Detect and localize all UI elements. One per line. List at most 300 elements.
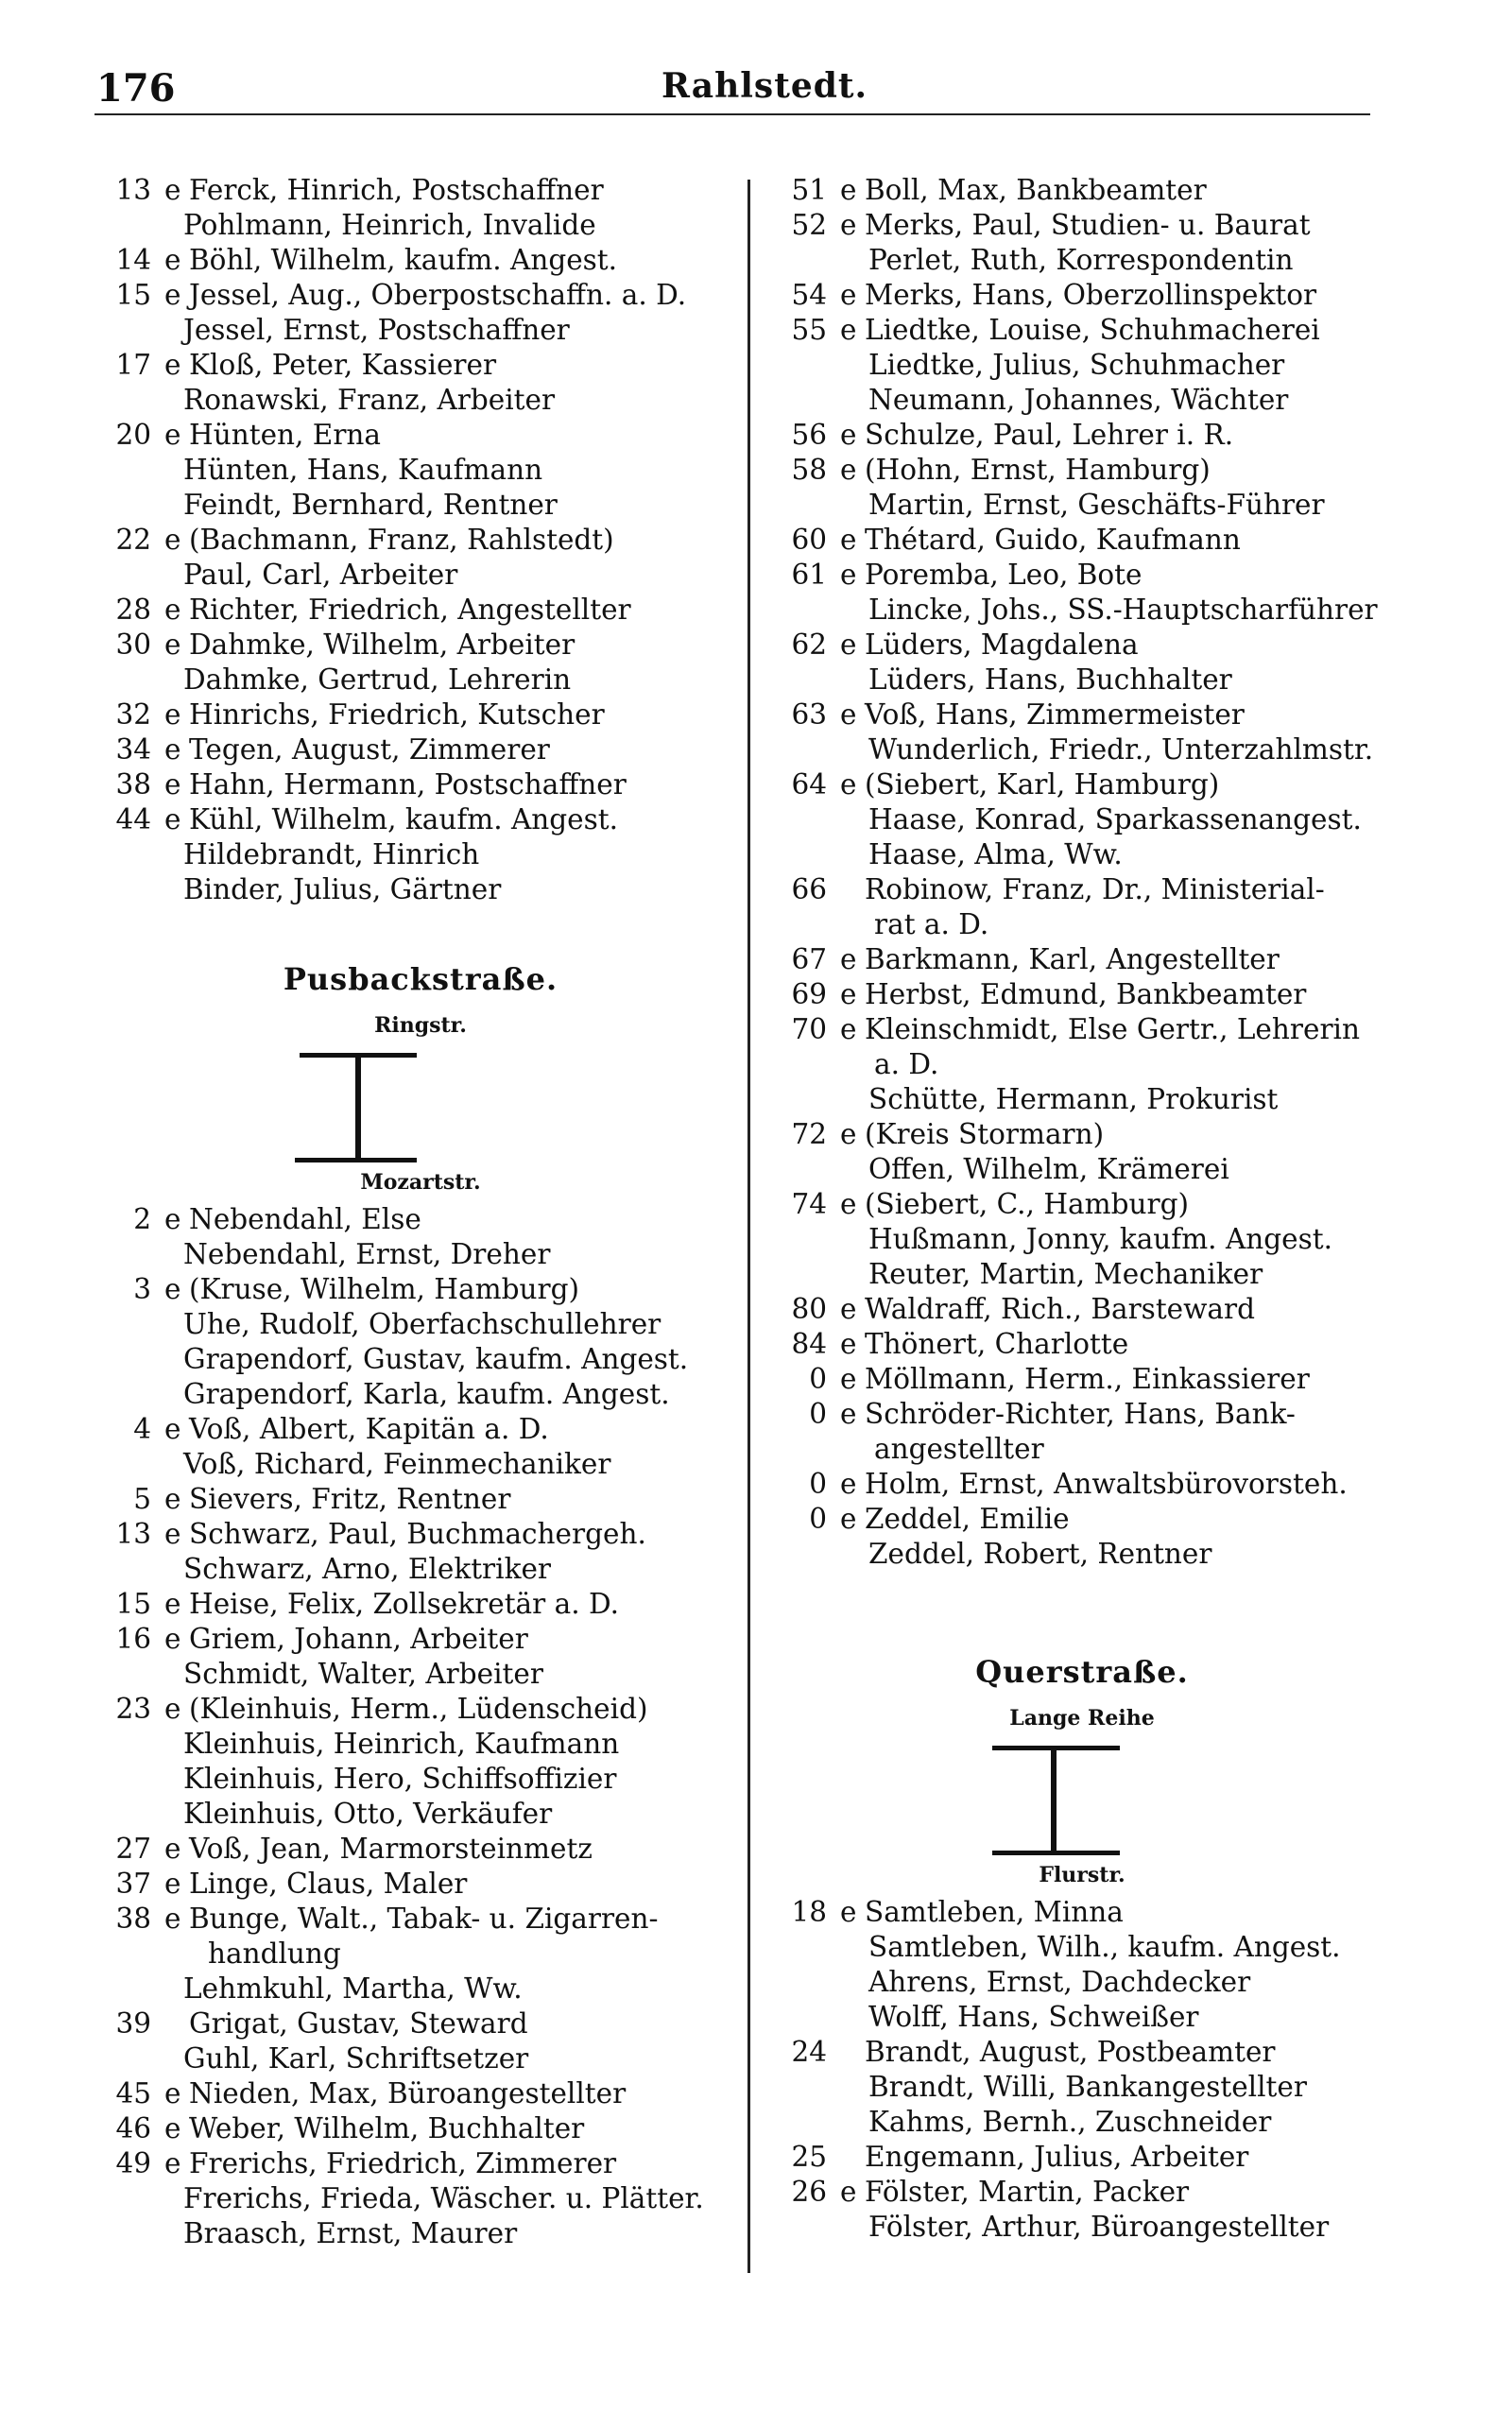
diagram-bottom-bar: [295, 1158, 417, 1162]
owner-mark: e: [164, 419, 181, 451]
resident-entry: Voß, Albert, Kapitän a. D.: [189, 1413, 549, 1445]
owner-mark: e: [840, 768, 857, 801]
directory-entry: [761, 1152, 1403, 1187]
house-number: 17: [115, 349, 151, 381]
house-number: 0: [809, 1503, 827, 1535]
entry-list: [94, 1202, 747, 2251]
resident-entry: Voß, Hans, Zimmermeister: [865, 698, 1245, 731]
street-heading: Querstraße.: [975, 1654, 1189, 1690]
directory-entry: [94, 1832, 747, 1867]
house-number: 37: [115, 1868, 151, 1900]
directory-entry: [761, 2140, 1403, 2175]
resident-entry: Ronawski, Franz, Arbeiter: [183, 384, 556, 416]
directory-entry: [94, 2076, 747, 2111]
resident-entry: Hußmann, Jonny, kaufm. Angest.: [868, 1223, 1332, 1255]
owner-mark: e: [840, 1896, 857, 1928]
resident-entry: Uhe, Rudolf, Oberfachschullehrer: [183, 1308, 662, 1340]
house-number: 4: [133, 1413, 151, 1445]
directory-entry: [761, 942, 1403, 977]
directory-entry: [761, 1257, 1403, 1292]
directory-entry: [94, 1552, 747, 1587]
directory-entry: [761, 1362, 1403, 1397]
directory-entry: [94, 837, 747, 872]
resident-entry: Möllmann, Herm., Einkassierer: [865, 1363, 1310, 1395]
house-number: 24: [791, 2036, 827, 2068]
directory-entry: [94, 872, 747, 907]
resident-entry: Thétard, Guido, Kaufmann: [865, 524, 1241, 556]
house-number: 70: [791, 1013, 827, 1045]
directory-entry: [761, 1467, 1403, 1502]
owner-mark: e: [164, 524, 181, 556]
diagram-top-label: Lange Reihe: [1009, 1706, 1155, 1731]
directory-entry: [761, 2210, 1403, 2245]
diagram-bottom-bar: [992, 1851, 1120, 1855]
house-number: 60: [791, 524, 827, 556]
house-number: 27: [115, 1833, 151, 1865]
resident-entry: Hinrichs, Friedrich, Kutscher: [189, 698, 605, 731]
owner-mark: e: [164, 1273, 181, 1305]
resident-entry: Reuter, Martin, Mechaniker: [868, 1258, 1263, 1290]
resident-entry: Böhl, Wilhelm, kaufm. Angest.: [189, 244, 618, 276]
owner-mark: e: [840, 1118, 857, 1150]
owner-mark: e: [164, 244, 181, 276]
resident-entry: Zeddel, Robert, Rentner: [868, 1538, 1212, 1570]
resident-entry: handlung: [208, 1937, 341, 1970]
resident-entry: (Kreis Stormarn): [865, 1118, 1105, 1150]
owner-mark: e: [840, 2176, 857, 2208]
house-number: 26: [791, 2176, 827, 2208]
house-number: 69: [791, 978, 827, 1010]
directory-entry: [94, 802, 747, 837]
directory-entry: [94, 523, 747, 558]
resident-entry: Hünten, Erna: [189, 419, 382, 451]
directory-entry: [94, 208, 747, 243]
owner-mark: e: [164, 1868, 181, 1900]
house-number: 13: [115, 174, 151, 206]
directory-entry: [94, 1412, 747, 1447]
house-number: 38: [115, 768, 151, 801]
house-number: 66: [791, 873, 827, 905]
street-diagram: [94, 1013, 747, 1202]
resident-entry: Liedtke, Julius, Schuhmacher: [868, 349, 1285, 381]
directory-entry: [94, 593, 747, 628]
house-number: 16: [115, 1623, 151, 1655]
directory-entry: [761, 488, 1403, 523]
resident-entry: (Bachmann, Franz, Rahlstedt): [189, 524, 614, 556]
resident-entry: Voß, Jean, Marmorsteinmetz: [189, 1833, 593, 1865]
owner-mark: e: [164, 2112, 181, 2144]
resident-entry: (Hohn, Ernst, Hamburg): [865, 454, 1211, 486]
diagram-top-label: Ringstr.: [374, 1013, 467, 1038]
directory-entry: [94, 628, 747, 663]
resident-entry: Voß, Richard, Feinmechaniker: [183, 1448, 611, 1480]
directory-entry: [761, 523, 1403, 558]
resident-entry: (Kleinhuis, Herm., Lüdenscheid): [189, 1693, 648, 1725]
house-number: 23: [115, 1693, 151, 1725]
diagram-bottom-label: Flurstr.: [1039, 1863, 1125, 1887]
owner-mark: e: [164, 1903, 181, 1935]
resident-entry: Grapendorf, Karla, kaufm. Angest.: [183, 1378, 670, 1410]
house-number: 25: [791, 2141, 827, 2173]
directory-entry: [761, 1047, 1403, 1082]
resident-entry: Wolff, Hans, Schweißer: [868, 2001, 1199, 2033]
directory-entry: [761, 697, 1403, 732]
directory-entry: [94, 1902, 747, 1937]
house-number: 67: [791, 943, 827, 975]
resident-entry: Schröder-Richter, Hans, Bank-: [865, 1398, 1296, 1430]
directory-entry: [761, 1082, 1403, 1117]
directory-entry: [761, 802, 1403, 837]
resident-entry: Kleinhuis, Hero, Schiffsoffizier: [183, 1763, 617, 1795]
directory-entry: [761, 2070, 1403, 2105]
resident-entry: Guhl, Karl, Schriftsetzer: [183, 2042, 529, 2075]
house-number: 13: [115, 1518, 151, 1550]
house-number: 84: [791, 1328, 827, 1360]
directory-entry: [94, 1237, 747, 1272]
owner-mark: e: [164, 1203, 181, 1235]
resident-entry: Dahmke, Gertrud, Lehrerin: [183, 663, 572, 696]
resident-entry: Kleinhuis, Heinrich, Kaufmann: [183, 1728, 620, 1760]
resident-entry: Grapendorf, Gustav, kaufm. Angest.: [183, 1343, 689, 1375]
owner-mark: e: [164, 1588, 181, 1620]
owner-mark: e: [164, 629, 181, 661]
resident-entry: Richter, Friedrich, Angestellter: [189, 594, 631, 626]
resident-entry: Tegen, August, Zimmerer: [189, 733, 550, 766]
diagram-stem: [355, 1056, 361, 1160]
house-number: 58: [791, 454, 827, 486]
resident-entry: Robinow, Franz, Dr., Ministerial-: [865, 873, 1325, 905]
owner-mark: e: [840, 698, 857, 731]
owner-mark: e: [164, 1518, 181, 1550]
directory-entry: [761, 2175, 1403, 2210]
owner-mark: e: [840, 1188, 857, 1220]
owner-mark: e: [840, 524, 857, 556]
directory-entry: [94, 173, 747, 208]
resident-entry: Schwarz, Arno, Elektriker: [183, 1553, 552, 1585]
owner-mark: e: [840, 1013, 857, 1045]
directory-entry: [94, 2111, 747, 2146]
directory-entry: [94, 1377, 747, 1412]
resident-entry: Kühl, Wilhelm, kaufm. Angest.: [189, 803, 618, 835]
directory-entry: [761, 1012, 1403, 1047]
diagram-stem: [1051, 1748, 1057, 1852]
owner-mark: e: [164, 174, 181, 206]
house-number: 55: [791, 314, 827, 346]
directory-entry: [761, 837, 1403, 872]
resident-entry: Lehmkuhl, Martha, Ww.: [183, 1972, 523, 2005]
directory-entry: [94, 1307, 747, 1342]
directory-entry: [94, 2146, 747, 2181]
owner-mark: e: [840, 1293, 857, 1325]
resident-entry: Lüders, Magdalena: [865, 629, 1139, 661]
directory-entry: [761, 872, 1403, 907]
house-number: 0: [809, 1468, 827, 1500]
resident-entry: Samtleben, Wilh., kaufm. Angest.: [868, 1931, 1341, 1963]
owner-mark: e: [164, 1833, 181, 1865]
directory-entry: [761, 313, 1403, 348]
owner-mark: e: [840, 174, 857, 206]
resident-entry: Bunge, Walt., Tabak- u. Zigarren-: [189, 1903, 659, 1935]
directory-entry: [94, 1202, 747, 1237]
owner-mark: e: [840, 419, 857, 451]
running-head: Rahlstedt.: [662, 66, 868, 106]
house-number: 18: [791, 1896, 827, 1928]
resident-entry: Nebendahl, Ernst, Dreher: [183, 1238, 551, 1270]
directory-entry: [761, 558, 1403, 593]
resident-entry: Brandt, Willi, Bankangestellter: [868, 2071, 1307, 2103]
resident-entry: Perlet, Ruth, Korrespondentin: [868, 244, 1294, 276]
directory-entry: [761, 2035, 1403, 2070]
house-number: 15: [115, 279, 151, 311]
directory-entry: [94, 2216, 747, 2251]
directory-entry: [94, 1727, 747, 1762]
owner-mark: e: [164, 1623, 181, 1655]
directory-entry: [94, 278, 747, 313]
house-number: 32: [115, 698, 151, 731]
directory-entry: [94, 1517, 747, 1552]
directory-entry: [94, 767, 747, 802]
owner-mark: e: [840, 1328, 857, 1360]
directory-entry: [761, 593, 1403, 628]
house-number: 49: [115, 2147, 151, 2179]
resident-entry: Frerichs, Friedrich, Zimmerer: [189, 2147, 617, 2179]
owner-mark: e: [164, 594, 181, 626]
house-number: 20: [115, 419, 151, 451]
directory-entry: [94, 1272, 747, 1307]
house-number: 72: [791, 1118, 827, 1150]
house-number: 45: [115, 2077, 151, 2110]
house-number: 38: [115, 1903, 151, 1935]
house-number: 39: [115, 2007, 151, 2040]
resident-entry: Binder, Julius, Gärtner: [183, 873, 502, 905]
owner-mark: e: [840, 978, 857, 1010]
house-number: 15: [115, 1588, 151, 1620]
resident-entry: Fölster, Martin, Packer: [865, 2176, 1190, 2208]
directory-entry: [761, 663, 1403, 697]
directory-entry: [761, 453, 1403, 488]
resident-entry: (Siebert, C., Hamburg): [865, 1188, 1189, 1220]
resident-entry: Neumann, Johannes, Wächter: [868, 384, 1289, 416]
house-number: 5: [133, 1483, 151, 1515]
resident-entry: Nieden, Max, Büroangestellter: [189, 2077, 627, 2110]
owner-mark: e: [164, 1483, 181, 1515]
directory-entry: [761, 1292, 1403, 1327]
resident-entry: Kleinhuis, Otto, Verkäufer: [183, 1798, 553, 1830]
resident-entry: (Kruse, Wilhelm, Hamburg): [189, 1273, 579, 1305]
resident-entry: Nebendahl, Else: [189, 1203, 421, 1235]
directory-entry: [761, 1537, 1403, 1572]
house-number: 51: [791, 174, 827, 206]
owner-mark: e: [164, 2147, 181, 2179]
owner-mark: e: [840, 279, 857, 311]
directory-entry: [761, 173, 1403, 208]
resident-entry: Braasch, Ernst, Maurer: [183, 2217, 518, 2249]
resident-entry: Fölster, Arthur, Büroangestellter: [868, 2211, 1330, 2243]
page-number: 176: [96, 66, 176, 111]
directory-entry: [761, 278, 1403, 313]
house-number: 62: [791, 629, 827, 661]
directory-entry: [94, 663, 747, 697]
house-number: 14: [115, 244, 151, 276]
resident-entry: Waldraff, Rich., Barsteward: [865, 1293, 1255, 1325]
directory-entry: [94, 1797, 747, 1832]
directory-entry: [94, 383, 747, 418]
directory-entry: [94, 418, 747, 453]
entry-list: [761, 1895, 1403, 2245]
house-number: 2: [133, 1203, 151, 1235]
resident-entry: Offen, Wilhelm, Krämerei: [868, 1153, 1229, 1185]
directory-entry: [761, 1397, 1403, 1432]
resident-entry: Jessel, Aug., Oberpostschaffn. a. D.: [189, 279, 687, 311]
house-number: 80: [791, 1293, 827, 1325]
resident-entry: Schmidt, Walter, Arbeiter: [183, 1658, 543, 1690]
resident-entry: Schulze, Paul, Lehrer i. R.: [865, 419, 1234, 451]
resident-entry: Ferck, Hinrich, Postschaffner: [189, 174, 604, 206]
directory-entry: [761, 1432, 1403, 1467]
resident-entry: rat a. D.: [874, 908, 989, 940]
directory-entry: [94, 697, 747, 732]
owner-mark: e: [840, 1503, 857, 1535]
house-number: 64: [791, 768, 827, 801]
owner-mark: e: [840, 629, 857, 661]
directory-entry: [761, 767, 1403, 802]
house-number: 44: [115, 803, 151, 835]
resident-entry: Engemann, Julius, Arbeiter: [865, 2141, 1249, 2173]
resident-entry: Kloß, Peter, Kassierer: [189, 349, 497, 381]
resident-entry: Herbst, Edmund, Bankbeamter: [865, 978, 1307, 1010]
owner-mark: e: [840, 209, 857, 241]
house-number: 34: [115, 733, 151, 766]
resident-entry: Brandt, August, Postbeamter: [865, 2036, 1276, 2068]
owner-mark: e: [840, 314, 857, 346]
resident-entry: Jessel, Ernst, Postschaffner: [183, 314, 570, 346]
directory-entry: [761, 243, 1403, 278]
directory-entry: [761, 2105, 1403, 2140]
directory-entry: [94, 1692, 747, 1727]
entry-list: [761, 173, 1403, 1572]
directory-entry: [761, 1930, 1403, 1965]
owner-mark: e: [164, 733, 181, 766]
directory-entry: [761, 348, 1403, 383]
directory-entry: [94, 243, 747, 278]
directory-entry: [94, 2181, 747, 2216]
resident-entry: Kleinschmidt, Else Gertr., Lehrerin: [865, 1013, 1360, 1045]
header-rule: [94, 113, 1370, 115]
owner-mark: e: [164, 1413, 181, 1445]
resident-entry: Holm, Ernst, Anwaltsbürovorsteh.: [865, 1468, 1348, 1500]
directory-entry: [94, 1447, 747, 1482]
resident-entry: Dahmke, Wilhelm, Arbeiter: [189, 629, 576, 661]
directory-entry: [94, 732, 747, 767]
directory-entry: [761, 418, 1403, 453]
directory-entry: [94, 1482, 747, 1517]
house-number: 0: [809, 1363, 827, 1395]
resident-entry: Linge, Claus, Maler: [189, 1868, 468, 1900]
owner-mark: e: [840, 1468, 857, 1500]
resident-entry: Frerichs, Frieda, Wäscher. u. Plätter.: [183, 2182, 704, 2214]
resident-entry: Samtleben, Minna: [865, 1896, 1124, 1928]
directory-entry: [94, 1972, 747, 2006]
directory-entry: [761, 208, 1403, 243]
resident-entry: Ahrens, Ernst, Dachdecker: [868, 1966, 1251, 1998]
column-divider: [747, 180, 750, 2273]
house-number: 28: [115, 594, 151, 626]
resident-entry: Hünten, Hans, Kaufmann: [183, 454, 543, 486]
resident-entry: Martin, Ernst, Geschäfts-Führer: [868, 489, 1325, 521]
directory-entry: [761, 977, 1403, 1012]
directory-entry: [761, 2000, 1403, 2035]
street-heading: Pusbackstraße.: [283, 961, 558, 997]
directory-entry: [761, 732, 1403, 767]
owner-mark: e: [840, 1398, 857, 1430]
resident-entry: Poremba, Leo, Bote: [865, 559, 1143, 591]
resident-entry: Griem, Johann, Arbeiter: [189, 1623, 528, 1655]
house-number: 22: [115, 524, 151, 556]
resident-entry: Kahms, Bernh., Zuschneider: [868, 2106, 1272, 2138]
resident-entry: Hahn, Hermann, Postschaffner: [189, 768, 627, 801]
directory-entry: [94, 1867, 747, 1902]
directory-entry: [94, 313, 747, 348]
house-number: 61: [791, 559, 827, 591]
directory-entry: [94, 348, 747, 383]
house-number: 0: [809, 1398, 827, 1430]
resident-entry: Zeddel, Emilie: [865, 1503, 1070, 1535]
directory-entry: [94, 2041, 747, 2076]
owner-mark: e: [840, 559, 857, 591]
house-number: 52: [791, 209, 827, 241]
house-number: 46: [115, 2112, 151, 2144]
resident-entry: Wunderlich, Friedr., Unterzahlmstr.: [868, 733, 1374, 766]
resident-entry: (Siebert, Karl, Hamburg): [865, 768, 1220, 801]
right-column: [761, 173, 1403, 2245]
resident-entry: Thönert, Charlotte: [865, 1328, 1129, 1360]
resident-entry: Schütte, Hermann, Prokurist: [868, 1083, 1279, 1115]
directory-entry: [94, 1657, 747, 1692]
owner-mark: e: [164, 768, 181, 801]
directory-entry: [94, 488, 747, 523]
resident-entry: Feindt, Bernhard, Rentner: [183, 489, 558, 521]
owner-mark: e: [840, 454, 857, 486]
directory-entry: [94, 453, 747, 488]
entry-list: [94, 173, 747, 907]
resident-entry: Merks, Hans, Oberzollinspektor: [865, 279, 1317, 311]
resident-entry: Grigat, Gustav, Steward: [189, 2007, 528, 2040]
diagram-bottom-label: Mozartstr.: [360, 1170, 481, 1195]
directory-entry: [94, 1937, 747, 1972]
resident-entry: Merks, Paul, Studien- u. Baurat: [865, 209, 1311, 241]
resident-entry: Haase, Konrad, Sparkassenangest.: [868, 803, 1362, 835]
house-number: 3: [133, 1273, 151, 1305]
house-number: 54: [791, 279, 827, 311]
spacer: [94, 907, 747, 945]
directory-entry: [761, 1187, 1403, 1222]
house-number: 63: [791, 698, 827, 731]
resident-entry: Haase, Alma, Ww.: [868, 838, 1123, 870]
resident-entry: Boll, Max, Bankbeamter: [865, 174, 1207, 206]
directory-entry: [761, 1222, 1403, 1257]
house-number: 56: [791, 419, 827, 451]
directory-entry: [94, 1762, 747, 1797]
directory-entry: [761, 1895, 1403, 1930]
house-number: 30: [115, 629, 151, 661]
directory-entry: [94, 1622, 747, 1657]
directory-entry: [761, 907, 1403, 942]
owner-mark: e: [164, 803, 181, 835]
resident-entry: Sievers, Fritz, Rentner: [189, 1483, 511, 1515]
directory-entry: [761, 1327, 1403, 1362]
owner-mark: e: [164, 279, 181, 311]
resident-entry: Pohlmann, Heinrich, Invalide: [183, 209, 596, 241]
